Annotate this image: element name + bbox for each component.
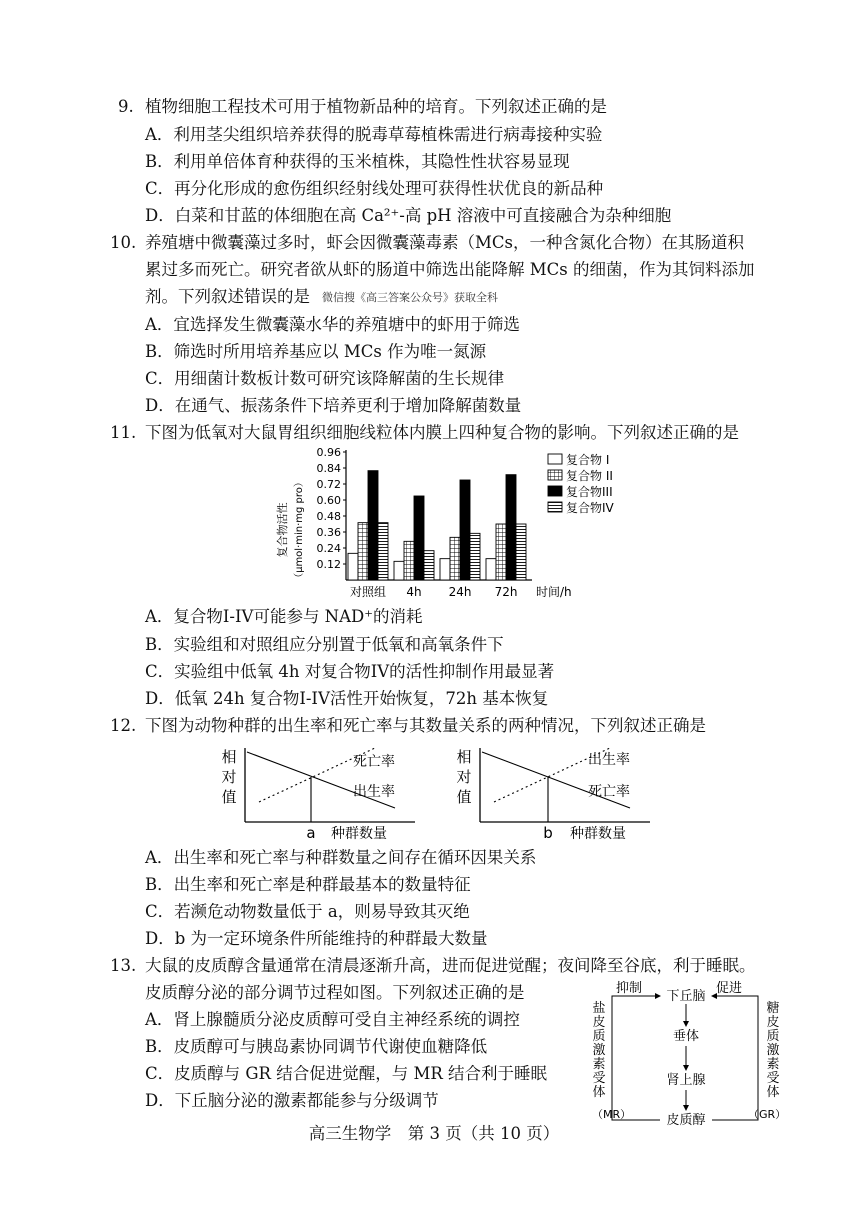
q9-number: 9.: [118, 97, 134, 116]
q12-option-b: B．出生率和死亡率是种群最基本的数量特征: [145, 875, 471, 894]
graph-b-point-label: b: [543, 824, 553, 842]
chart-y-tick-label: 0.36: [316, 526, 341, 539]
diagram-cortisol: 皮质醇: [666, 1113, 706, 1128]
chart-x-tick-label: 72h: [494, 585, 518, 599]
graph-b-x-label: 种群数量: [570, 826, 626, 842]
q12-option-c: C．若濒危动物数量低于 a，则易导致其灭绝: [145, 902, 470, 921]
diagram-adrenal: 肾上腺: [666, 1073, 706, 1088]
legend-label: 复合物 II: [566, 469, 613, 483]
chart-x-tick-label: 4h: [406, 585, 422, 599]
diagram-gr-abbr: （GR）: [748, 1108, 787, 1121]
legend-swatch: [548, 486, 562, 496]
chart-y-tick-label: 0.84: [316, 462, 341, 475]
y-axis-label-1: 复合物活性: [276, 502, 289, 558]
chart-x-tick-label: 24h: [448, 585, 472, 599]
diagram-pituitary: 垂体: [672, 1029, 700, 1044]
chart-bar: [460, 480, 470, 580]
diagram-mr-abbr: （MR）: [592, 1108, 632, 1121]
q13-option-a: A．肾上腺髓质分泌皮质醇可受自主神经系统的调控: [145, 1010, 520, 1029]
graph-b-ylabel-2: 对: [456, 768, 472, 786]
q13-number: 13.: [110, 956, 137, 975]
diagram-promote-label: 促进: [716, 981, 743, 996]
right_label-char: 激: [766, 1043, 780, 1058]
legend-swatch: [548, 454, 562, 464]
left-feedback-loop: [612, 996, 660, 1120]
cortisol-regulation-diagram: [588, 978, 788, 1128]
right-feedback-loop: [712, 996, 758, 1120]
chart-bar: [486, 559, 496, 580]
chart-bar: [368, 471, 378, 580]
legend-label: 复合物IV: [566, 501, 614, 515]
q10-option-a: A．宜选择发生微囊藻水华的养殖塘中的虾用于筛选: [145, 315, 520, 334]
chart-bar: [414, 496, 424, 580]
left_label-char: 受: [592, 1071, 606, 1086]
chart-bar: [378, 523, 388, 580]
chart-bar: [404, 541, 414, 580]
diagram-hypothalamus: 下丘脑: [666, 989, 706, 1004]
chart-bar: [440, 559, 450, 580]
q10-option-d: D．在通气、振荡条件下培养更利于增加降解菌数量: [145, 396, 522, 415]
chart-bar: [394, 561, 404, 580]
q13-option-b: B．皮质醇可与胰岛素协同调节代谢使血糖降低: [145, 1037, 488, 1056]
q12-number: 12.: [110, 716, 137, 735]
legend-label: 复合物III: [566, 485, 613, 499]
q13-option-c: C．皮质醇与 GR 结合促进觉醒，与 MR 结合利于睡眠: [145, 1064, 548, 1083]
graph-a-x-label: 种群数量: [331, 826, 387, 842]
chart-y-tick-label: 0.12: [316, 558, 341, 571]
birth-death-graph-a: [215, 742, 425, 842]
chart-y-tick-label: 0.48: [316, 510, 341, 523]
graph-a-label-birth: 出生率: [353, 784, 395, 800]
chart-x-tick-label: 对照组: [349, 585, 387, 599]
chart-y-tick-label: 0.96: [316, 448, 341, 459]
q10-option-c: C．用细菌计数板计数可研究该降解菌的生长规律: [145, 369, 505, 388]
diagram-inhibit-label: 抑制: [616, 981, 643, 996]
q9-stem: 植物细胞工程技术可用于植物新品种的培育。下列叙述正确的是: [145, 97, 607, 116]
q9-option-c: C．再分化形成的愈伤组织经射线处理可获得性状优良的新品种: [145, 179, 604, 198]
chart-bar: [470, 533, 480, 580]
graph-a-ylabel-2: 对: [221, 768, 237, 786]
chart-bar: [424, 551, 434, 580]
left_label-char: 激: [592, 1043, 606, 1058]
q10-number: 10.: [110, 233, 137, 252]
left_label-char: 质: [592, 1029, 606, 1044]
q9-option-b: B．利用单倍体育种获得的玉米植株，其隐性性状容易显现: [145, 152, 570, 171]
chart-bar: [358, 523, 368, 580]
q11-option-c: C．实验组中低氧 4h 对复合物IV的活性抑制作用最显著: [145, 662, 555, 681]
q12-option-a: A．出生率和死亡率与种群数量之间存在循环因果关系: [145, 848, 537, 867]
chart-y-tick-label: 0.60: [316, 494, 341, 507]
right_label-char: 皮: [766, 1015, 780, 1030]
right_label-char: 素: [766, 1057, 780, 1072]
legend-swatch: [548, 470, 562, 480]
graph-b-label-birth: 出生率: [588, 752, 630, 768]
birth-death-graph-b: [450, 742, 660, 842]
right_label-char: 体: [766, 1085, 780, 1100]
graph-a-label-death: 死亡率: [353, 754, 395, 770]
chart-bar: [516, 524, 526, 580]
graph-a-ylabel-3: 值: [221, 788, 237, 806]
graph-a-ylabel-1: 相: [221, 748, 237, 766]
chart-x-axis-label: 时间/h: [536, 585, 572, 599]
q13-stem-line1: 大鼠的皮质醇含量通常在清晨逐渐升高，进而促进觉醒；夜间降至谷底，利于睡眠。: [145, 956, 756, 975]
graph-b-label-death: 死亡率: [588, 784, 630, 800]
q13-option-d: D．下丘脑分泌的激素都能参与分级调节: [145, 1091, 439, 1110]
left_label-char: 素: [592, 1057, 606, 1072]
watermark-text: 微信搜《高三答案公众号》获取全科: [322, 291, 498, 304]
chart-y-tick-label: 0.72: [316, 478, 341, 491]
q9-option-a: A．利用茎尖组织培养获得的脱毒草莓植株需进行病毒接种实验: [145, 125, 603, 144]
chart-bar: [496, 524, 506, 580]
graph-a-point-label: a: [306, 824, 316, 842]
right_label-char: 受: [766, 1071, 780, 1086]
chart-bar: [506, 475, 516, 580]
chart-bar: [348, 553, 358, 580]
complex-activity-bar-chart: [270, 448, 640, 608]
q12-stem: 下图为动物种群的出生率和死亡率与其数量关系的两种情况，下列叙述正确是: [145, 716, 706, 735]
legend-label: 复合物 I: [566, 453, 610, 467]
q10-stem-line1: 养殖塘中微囊藻过多时，虾会因微囊藻毒素（MCs，一种含氮化合物）在其肠道积: [145, 233, 744, 252]
right_label-char: 糖: [766, 1001, 780, 1016]
left_label-char: 体: [592, 1085, 606, 1100]
q11-option-b: B．实验组和对照组应分别置于低氧和高氧条件下: [145, 635, 504, 654]
q13-stem-line2: 皮质醇分泌的部分调节过程如图。下列叙述正确的是: [145, 983, 525, 1002]
chart-bar: [450, 537, 460, 580]
y-axis-label-2: （μmol·min·mg pro）: [294, 477, 305, 583]
left_label-char: 盐: [592, 1001, 606, 1016]
q10-stem-line3: 剂。下列叙述错误的是: [145, 287, 310, 306]
graph-b-ylabel-3: 值: [456, 788, 472, 806]
q11-option-a: A．复合物I-IV可能参与 NAD⁺的消耗: [145, 607, 423, 626]
q11-option-d: D．低氧 24h 复合物I-IV活性开始恢复，72h 基本恢复: [145, 689, 549, 708]
q11-number: 11.: [110, 423, 137, 442]
q11-stem: 下图为低氧对大鼠胃组织细胞线粒体内膜上四种复合物的影响。下列叙述正确的是: [145, 423, 739, 442]
graph-b-ylabel-1: 相: [456, 748, 472, 766]
q9-option-d: D．白菜和甘蓝的体细胞在高 Ca²⁺-高 pH 溶液中可直接融合为杂种细胞: [145, 206, 672, 225]
page-footer: 高三生物学 第 3 页（共 10 页）: [308, 1124, 560, 1143]
q12-option-d: D．b 为一定环境条件所能维持的种群最大数量: [145, 929, 488, 948]
left_label-char: 皮: [592, 1015, 606, 1030]
right_label-char: 质: [766, 1029, 780, 1044]
q10-stem-line2: 累过多而死亡。研究者欲从虾的肠道中筛选出能降解 MCs 的细菌，作为其饲料添加: [145, 260, 755, 279]
q10-option-b: B．筛选时所用培养基应以 MCs 作为唯一氮源: [145, 342, 487, 361]
chart-y-tick-label: 0.24: [316, 542, 341, 555]
legend-swatch: [548, 502, 562, 512]
